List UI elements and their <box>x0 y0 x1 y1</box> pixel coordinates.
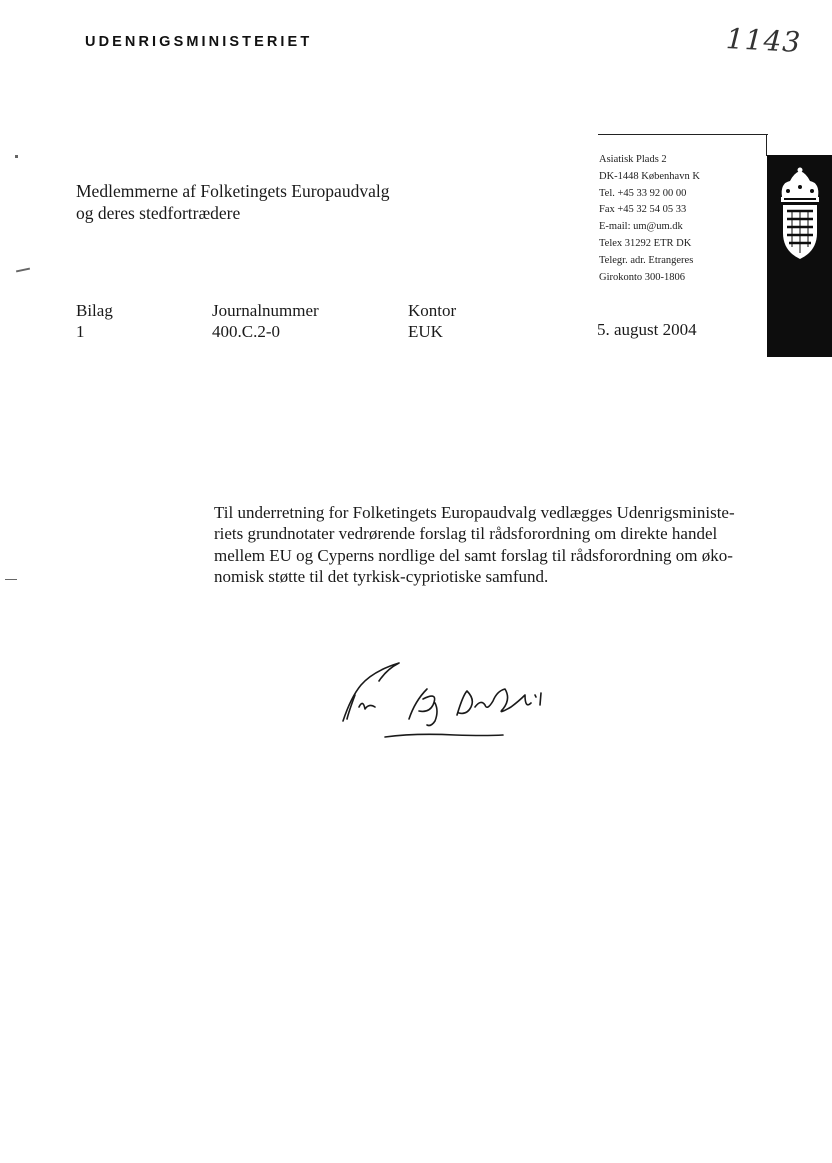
handwritten-signature-icon <box>335 655 575 755</box>
crest-panel <box>767 155 832 357</box>
address-line: Tel. +45 33 92 00 00 <box>599 187 687 199</box>
letter-body <box>214 502 758 587</box>
address-block <box>599 152 700 286</box>
scan-mark <box>5 579 17 580</box>
bilag-label: Bilag <box>76 301 113 320</box>
kontor-label: Kontor <box>408 301 457 320</box>
kontor-value: EUK <box>408 322 443 341</box>
bilag-value: 1 <box>76 322 85 341</box>
recipient-block <box>76 181 389 224</box>
scan-mark <box>16 268 30 273</box>
handwritten-page-number: 1143 <box>725 22 803 59</box>
address-line: DK-1448 København K <box>599 170 700 182</box>
royal-coat-of-arms-icon <box>776 167 824 263</box>
address-line: Fax +45 32 54 05 33 <box>599 204 687 216</box>
address-line: Asiatisk Plads 2 <box>599 154 667 165</box>
bilag-field <box>76 300 113 342</box>
body-line: mellem EU og Cyperns nordlige del samt forslag til rådsforordning om øko- <box>214 545 733 565</box>
address-line: Girokonto 300-1806 <box>599 271 686 283</box>
body-line: Til underretning for Folketingets Europaudvalg vedlægges Udenrigsministe- <box>214 503 735 522</box>
scan-mark <box>15 155 18 158</box>
body-line: nomisk støtte til det tyrkisk-cypriotiske samfund. <box>214 566 549 586</box>
signature <box>335 655 575 760</box>
address-line: Telex 31292 ETR DK <box>599 237 692 249</box>
address-line: Telegr. adr. Etrangeres <box>599 254 694 266</box>
body-line: riets grundnotater vedrørende forslag til rådsforordning om direkte handel <box>214 524 718 544</box>
letter-date: 5. august 2004 <box>597 320 697 339</box>
journal-field <box>212 300 319 342</box>
recipient-line: og deres stedfortrædere <box>76 202 241 223</box>
recipient-line: Medlemmerne af Folketingets Europaudvalg <box>76 181 390 201</box>
ministry-name: UDENRIGSMINISTERIET <box>85 34 313 50</box>
journal-label: Journalnummer <box>212 301 319 320</box>
journal-value: 400.C.2-0 <box>212 322 280 341</box>
address-rule-vertical <box>766 134 767 156</box>
kontor-field <box>408 300 456 342</box>
address-line: E-mail: um@um.dk <box>599 221 683 233</box>
address-rule <box>598 134 768 135</box>
